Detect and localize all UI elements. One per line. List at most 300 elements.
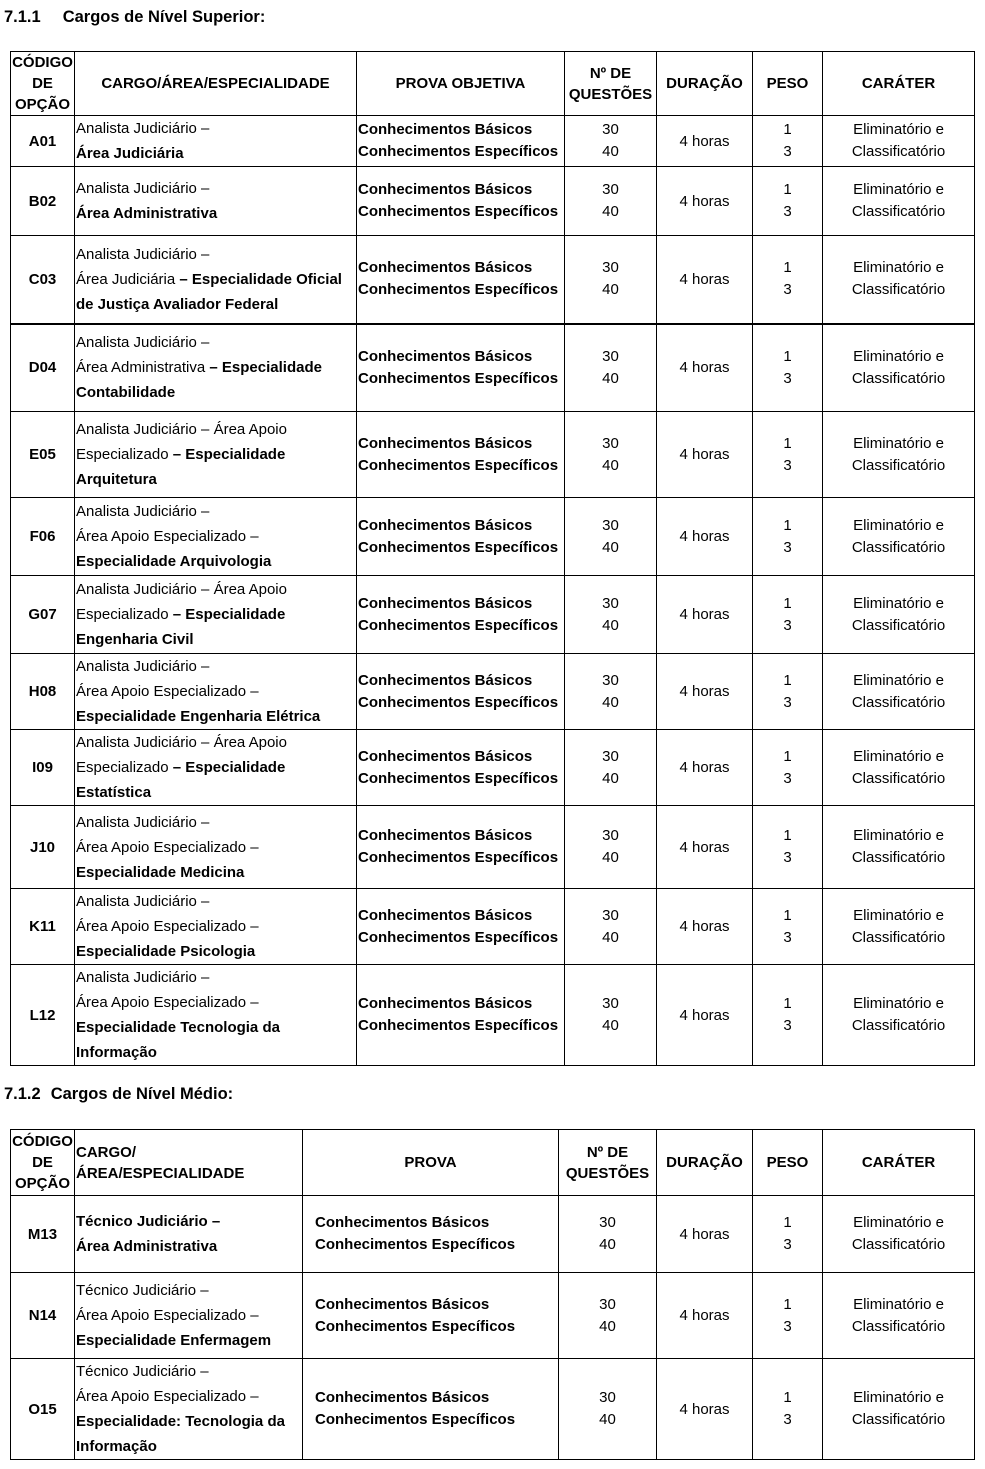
prova-item: Conhecimentos Específicos — [358, 849, 559, 866]
cargo-line — [76, 679, 355, 704]
prova-cell — [357, 324, 565, 412]
cargo-text: Área Apoio Especializado – — [76, 1307, 259, 1324]
carater-line: Classificatório — [851, 456, 946, 474]
cargo-text-bold: Técnico Judiciário – — [76, 1213, 221, 1230]
cargo-line — [76, 1234, 301, 1259]
questoes-value: 40 — [599, 1411, 616, 1428]
peso-value: 1 — [783, 516, 792, 534]
prova-item: Conhecimentos Específicos — [315, 1236, 516, 1253]
prova-item: Conhecimentos Básicos — [315, 1389, 490, 1406]
carater-line: Classificatório — [851, 616, 946, 634]
cargo-text: Área Judiciária — [76, 270, 180, 288]
cargo-cell — [75, 324, 357, 412]
prova-item: Conhecimentos Específicos — [358, 281, 559, 299]
duracao-cell: 4 horas — [657, 576, 753, 654]
peso-cell — [753, 167, 823, 236]
questoes-value: 30 — [602, 516, 619, 534]
cargo-cell — [75, 806, 357, 889]
questoes-value: 40 — [602, 769, 619, 787]
cargo-line — [76, 577, 355, 602]
prova-item: Conhecimentos Básicos — [358, 434, 533, 452]
questoes-cell — [565, 236, 657, 324]
prova-item: Conhecimentos Básicos — [358, 594, 533, 612]
option-code: B02 — [11, 167, 75, 236]
header-questoes: Nº DE QUESTÕES — [559, 1130, 657, 1196]
prova-item: Conhecimentos Básicos — [358, 121, 533, 138]
carater-line: Classificatório — [851, 1317, 946, 1335]
questoes-value: 30 — [599, 1389, 616, 1406]
cargo-text: Analista Judiciário – Área Apoio — [76, 421, 287, 438]
carater-line: Classificatório — [851, 538, 946, 556]
cargo-cell — [75, 576, 357, 654]
prova-item: Conhecimentos Específicos — [358, 143, 559, 160]
option-code: N14 — [11, 1273, 75, 1359]
cargo-line — [76, 330, 355, 355]
carater-cell — [823, 236, 975, 324]
cargo-cell — [75, 654, 357, 730]
carater-line: Classificatório — [851, 369, 946, 387]
peso-value: 1 — [783, 1295, 792, 1313]
cargo-line — [76, 914, 355, 939]
peso-value: 1 — [783, 121, 792, 138]
carater-cell — [823, 1273, 975, 1359]
peso-cell — [753, 498, 823, 576]
cargo-text-bold: Especialidade Psicologia — [76, 943, 256, 960]
cargo-cell — [75, 889, 357, 965]
cargo-text-bold: Área Judiciária — [76, 145, 184, 162]
carater-line: Classificatório — [851, 769, 946, 787]
section-number: 7.1.2 — [4, 1085, 41, 1103]
peso-value: 1 — [783, 181, 792, 198]
table-row — [11, 889, 975, 965]
prova-cell — [357, 236, 565, 324]
questoes-value: 40 — [602, 143, 619, 160]
carater-line: Eliminatório e — [853, 747, 944, 765]
questoes-cell — [559, 1273, 657, 1359]
questoes-value: 30 — [602, 347, 619, 365]
duracao-cell: 4 horas — [657, 498, 753, 576]
cargo-text-bold: Engenharia Civil — [76, 631, 194, 648]
cargo-line — [76, 965, 355, 990]
prova-cell — [357, 806, 565, 889]
cargo-text: Técnico Judiciário – — [76, 1282, 209, 1299]
carater-cell — [823, 412, 975, 498]
cargo-text-bold: Informação — [76, 1438, 157, 1455]
prova-item: Conhecimentos Específicos — [358, 769, 559, 787]
questoes-value: 30 — [602, 995, 619, 1012]
prova-item: Conhecimentos Específicos — [358, 928, 559, 946]
cargo-line — [76, 499, 355, 524]
cargo-text: Especializado — [76, 606, 173, 623]
cargo-text-bold: – Especialidade — [172, 606, 286, 623]
peso-cell — [753, 889, 823, 965]
carater-line: Eliminatório e — [853, 516, 944, 534]
peso-value: 3 — [783, 769, 792, 787]
cargo-text-bold: – Especialidade — [172, 759, 286, 776]
peso-cell — [753, 236, 823, 324]
cargo-line — [76, 1384, 301, 1409]
cargo-line — [76, 602, 355, 627]
questoes-value: 30 — [602, 906, 619, 924]
cargo-line — [76, 810, 355, 835]
cargo-line — [76, 755, 355, 780]
questoes-value: 40 — [599, 1236, 616, 1253]
cargo-cell — [75, 1273, 303, 1359]
carater-line: Eliminatório e — [853, 347, 944, 365]
peso-value: 3 — [783, 281, 792, 299]
cargo-text: Analista Judiciário – — [76, 969, 210, 986]
questoes-cell — [565, 167, 657, 236]
cargo-line — [76, 176, 355, 201]
cargo-text: Área Administrativa — [76, 359, 210, 377]
prova-item: Conhecimentos Específicos — [358, 203, 559, 220]
cargo-line — [76, 1209, 301, 1234]
duracao-cell: 4 horas — [657, 1273, 753, 1359]
table-row — [11, 412, 975, 498]
prova-item: Conhecimentos Específicos — [358, 456, 559, 474]
peso-value: 1 — [783, 747, 792, 765]
peso-value: 1 — [783, 906, 792, 924]
questoes-value: 30 — [599, 1295, 616, 1313]
cargo-line — [76, 292, 355, 317]
prova-item: Conhecimentos Específicos — [315, 1317, 516, 1335]
prova-item: Conhecimentos Básicos — [358, 347, 533, 365]
cargo-text-bold: Especialidade Engenharia Elétrica — [76, 708, 321, 725]
cargo-text: Área Apoio Especializado – — [76, 994, 259, 1011]
cargo-line — [76, 730, 355, 755]
questoes-cell — [565, 654, 657, 730]
cargo-text: Analista Judiciário – — [76, 245, 210, 263]
questoes-value: 30 — [602, 747, 619, 765]
carater-line: Eliminatório e — [853, 1295, 944, 1313]
prova-item: Conhecimentos Básicos — [315, 1295, 490, 1313]
header-cargo: CARGO/ÁREA/ESPECIALIDADE — [75, 1130, 303, 1196]
peso-cell — [753, 654, 823, 730]
peso-value: 1 — [783, 347, 792, 365]
cargo-text: Analista Judiciário – — [76, 334, 210, 352]
prova-item: Conhecimentos Específicos — [315, 1411, 516, 1428]
peso-value: 1 — [783, 1214, 792, 1231]
prova-cell — [303, 1196, 559, 1273]
carater-line: Classificatório — [851, 693, 946, 711]
prova-cell — [357, 654, 565, 730]
questoes-cell — [565, 576, 657, 654]
questoes-cell — [565, 116, 657, 167]
duracao-cell: 4 horas — [657, 167, 753, 236]
carater-line: Classificatório — [851, 1411, 946, 1428]
table-row — [11, 1273, 975, 1359]
cargo-line — [76, 355, 355, 380]
cargo-text-bold: – Especialidade — [209, 359, 322, 377]
cargo-text: Área Apoio Especializado – — [76, 683, 259, 700]
carater-line: Eliminatório e — [853, 1214, 944, 1231]
peso-value: 1 — [783, 434, 792, 452]
duracao-cell: 4 horas — [657, 116, 753, 167]
option-code: A01 — [11, 116, 75, 167]
peso-cell — [753, 116, 823, 167]
table-row — [11, 730, 975, 806]
carater-cell — [823, 1359, 975, 1460]
table-header-row — [11, 1130, 975, 1196]
prova-item: Conhecimentos Básicos — [358, 671, 533, 689]
peso-value: 3 — [783, 616, 792, 634]
option-code: J10 — [11, 806, 75, 889]
header-codigo: CÓDIGO DE OPÇÃO — [11, 52, 75, 116]
header-duracao: DURAÇÃO — [657, 1130, 753, 1196]
table-header-row — [11, 52, 975, 116]
cargo-line — [76, 704, 355, 729]
cargo-cell — [75, 167, 357, 236]
peso-value: 1 — [783, 594, 792, 612]
cargo-line — [76, 939, 355, 964]
cargo-text-bold: Área Administrativa — [76, 1238, 218, 1255]
carater-cell — [823, 1196, 975, 1273]
peso-cell — [753, 1273, 823, 1359]
peso-value: 3 — [783, 1236, 792, 1253]
cargo-text-bold: Estatística — [76, 784, 152, 801]
carater-line: Classificatório — [851, 1236, 946, 1253]
option-code: L12 — [11, 965, 75, 1066]
duracao-cell: 4 horas — [657, 412, 753, 498]
cargo-text: Área Apoio Especializado – — [76, 838, 259, 856]
questoes-cell — [565, 730, 657, 806]
peso-value: 1 — [783, 671, 792, 689]
cargo-text: Área Apoio Especializado – — [76, 528, 259, 545]
cargo-line — [76, 627, 355, 652]
header-peso: PESO — [753, 1130, 823, 1196]
cargo-text-bold: Especialidade Enfermagem — [76, 1332, 272, 1349]
carater-line: Eliminatório e — [853, 906, 944, 924]
cargo-cell — [75, 965, 357, 1066]
cargo-text: Técnico Judiciário – — [76, 1363, 209, 1380]
questoes-value: 40 — [602, 281, 619, 299]
prova-item: Conhecimentos Básicos — [358, 259, 533, 277]
peso-value: 3 — [783, 928, 792, 946]
questoes-value: 30 — [602, 671, 619, 689]
questoes-cell — [565, 889, 657, 965]
peso-value: 3 — [783, 1411, 792, 1428]
table-row — [11, 167, 975, 236]
duracao-cell: 4 horas — [657, 889, 753, 965]
cargo-line — [76, 242, 355, 267]
carater-cell — [823, 889, 975, 965]
cargo-text: Especializado — [76, 759, 173, 776]
header-prova: PROVA — [303, 1130, 559, 1196]
cargo-line — [76, 1040, 355, 1065]
questoes-cell — [565, 965, 657, 1066]
questoes-value: 40 — [602, 369, 619, 387]
carater-line: Eliminatório e — [853, 995, 944, 1012]
cargo-text: Analista Judiciário – — [76, 120, 210, 137]
prova-cell — [303, 1359, 559, 1460]
duracao-cell: 4 horas — [657, 324, 753, 412]
prova-cell — [357, 965, 565, 1066]
carater-line: Classificatório — [851, 143, 946, 160]
table-row — [11, 1196, 975, 1273]
cargo-line — [76, 467, 355, 492]
cargo-line — [76, 549, 355, 574]
questoes-value: 40 — [602, 849, 619, 866]
header-carater: CARÁTER — [823, 1130, 975, 1196]
cargo-text: Especializado — [76, 446, 173, 463]
duracao-cell: 4 horas — [657, 654, 753, 730]
header-codigo: CÓDIGO DE OPÇÃO — [11, 1130, 75, 1196]
peso-value: 3 — [783, 1317, 792, 1335]
cargo-line — [76, 201, 355, 226]
peso-cell — [753, 1196, 823, 1273]
cargo-text: Analista Judiciário – — [76, 503, 210, 520]
header-questoes: Nº DE QUESTÕES — [565, 52, 657, 116]
header-prova: PROVA OBJETIVA — [357, 52, 565, 116]
prova-item: Conhecimentos Básicos — [358, 516, 533, 534]
carater-line: Classificatório — [851, 928, 946, 946]
cargo-text-bold: Especialidade Medicina — [76, 863, 245, 881]
prova-item: Conhecimentos Básicos — [358, 181, 533, 198]
option-code: M13 — [11, 1196, 75, 1273]
table-row — [11, 806, 975, 889]
questoes-cell — [559, 1359, 657, 1460]
option-code: K11 — [11, 889, 75, 965]
carater-cell — [823, 806, 975, 889]
questoes-cell — [565, 498, 657, 576]
table-row — [11, 965, 975, 1066]
peso-cell — [753, 412, 823, 498]
option-code: E05 — [11, 412, 75, 498]
cargo-cell — [75, 1196, 303, 1273]
prova-cell — [357, 498, 565, 576]
cargo-text: Analista Judiciário – Área Apoio — [76, 734, 287, 751]
cargo-text-bold: Informação — [76, 1044, 157, 1061]
cargo-text: Analista Judiciário – Área Apoio — [76, 581, 287, 598]
table-nivel-superior — [10, 51, 975, 1066]
peso-cell — [753, 806, 823, 889]
carater-line: Eliminatório e — [853, 181, 944, 198]
cargo-line — [76, 524, 355, 549]
duracao-cell: 4 horas — [657, 1196, 753, 1273]
questoes-value: 30 — [602, 121, 619, 138]
cargo-cell — [75, 1359, 303, 1460]
cargo-text-bold: Arquitetura — [76, 471, 157, 488]
questoes-value: 40 — [602, 1017, 619, 1034]
cargo-text: Analista Judiciário – — [76, 813, 210, 831]
cargo-line — [76, 1015, 355, 1040]
cargo-text: Área Apoio Especializado – — [76, 918, 259, 935]
header-peso: PESO — [753, 52, 823, 116]
carater-line: Eliminatório e — [853, 671, 944, 689]
cargo-cell — [75, 730, 357, 806]
carater-cell — [823, 965, 975, 1066]
questoes-value: 30 — [602, 827, 619, 844]
peso-value: 3 — [783, 849, 792, 866]
carater-line: Classificatório — [851, 849, 946, 866]
peso-value: 3 — [783, 693, 792, 711]
prova-item: Conhecimentos Básicos — [358, 747, 533, 765]
peso-value: 3 — [783, 143, 792, 160]
questoes-cell — [565, 806, 657, 889]
cargo-text-bold: Especialidade: Tecnologia da — [76, 1413, 285, 1430]
prova-cell — [357, 412, 565, 498]
section-heading-medio — [4, 1085, 233, 1104]
cargo-text-bold: Área Administrativa — [76, 205, 218, 222]
option-code: C03 — [11, 236, 75, 324]
questoes-value: 30 — [602, 434, 619, 452]
questoes-cell — [559, 1196, 657, 1273]
duracao-cell: 4 horas — [657, 1359, 753, 1460]
cargo-line — [76, 380, 355, 405]
carater-cell — [823, 324, 975, 412]
option-code: O15 — [11, 1359, 75, 1460]
peso-cell — [753, 730, 823, 806]
cargo-line — [76, 860, 355, 885]
prova-item: Conhecimentos Básicos — [358, 906, 533, 924]
questoes-value: 30 — [602, 259, 619, 277]
prova-item: Conhecimentos Específicos — [358, 538, 559, 556]
section-number: 7.1.1 — [4, 8, 41, 26]
prova-cell — [357, 576, 565, 654]
carater-line: Classificatório — [851, 1017, 946, 1034]
carater-cell — [823, 730, 975, 806]
cargo-text-bold: Especialidade Tecnologia da — [76, 1019, 280, 1036]
questoes-value: 30 — [599, 1214, 616, 1231]
questoes-value: 30 — [602, 594, 619, 612]
peso-cell — [753, 576, 823, 654]
duracao-cell: 4 horas — [657, 965, 753, 1066]
peso-cell — [753, 1359, 823, 1460]
prova-cell — [303, 1273, 559, 1359]
prova-cell — [357, 730, 565, 806]
prova-cell — [357, 116, 565, 167]
option-code: F06 — [11, 498, 75, 576]
cargo-text-bold: de Justiça Avaliador Federal — [76, 295, 279, 313]
cargo-text: Analista Judiciário – — [76, 893, 210, 910]
peso-value: 3 — [783, 369, 792, 387]
option-code: H08 — [11, 654, 75, 730]
table-row — [11, 324, 975, 412]
carater-line: Classificatório — [851, 203, 946, 220]
prova-item: Conhecimentos Básicos — [315, 1214, 490, 1231]
carater-line: Eliminatório e — [853, 434, 944, 452]
questoes-value: 40 — [599, 1317, 616, 1335]
table-row — [11, 498, 975, 576]
questoes-value: 40 — [602, 928, 619, 946]
cargo-line — [76, 141, 355, 166]
peso-value: 3 — [783, 456, 792, 474]
peso-value: 3 — [783, 203, 792, 220]
section-title: Cargos de Nível Médio: — [50, 1085, 234, 1103]
carater-line: Eliminatório e — [853, 594, 944, 612]
prova-item: Conhecimentos Básicos — [358, 995, 533, 1012]
peso-value: 1 — [783, 827, 792, 844]
cargo-line — [76, 1434, 301, 1459]
table-row — [11, 116, 975, 167]
header-duracao: DURAÇÃO — [657, 52, 753, 116]
carater-line: Eliminatório e — [853, 1389, 944, 1406]
option-code: G07 — [11, 576, 75, 654]
cargo-cell — [75, 498, 357, 576]
table-row — [11, 576, 975, 654]
questoes-value: 40 — [602, 538, 619, 556]
cargo-line — [76, 654, 355, 679]
prova-item: Conhecimentos Específicos — [358, 369, 559, 387]
cargo-text: Analista Judiciário – — [76, 658, 210, 675]
prova-item: Conhecimentos Específicos — [358, 616, 559, 634]
header-carater: CARÁTER — [823, 52, 975, 116]
prova-cell — [357, 889, 565, 965]
cargo-text: Área Apoio Especializado – — [76, 1388, 259, 1405]
peso-value: 3 — [783, 1017, 792, 1034]
cargo-cell — [75, 412, 357, 498]
table-row — [11, 1359, 975, 1460]
